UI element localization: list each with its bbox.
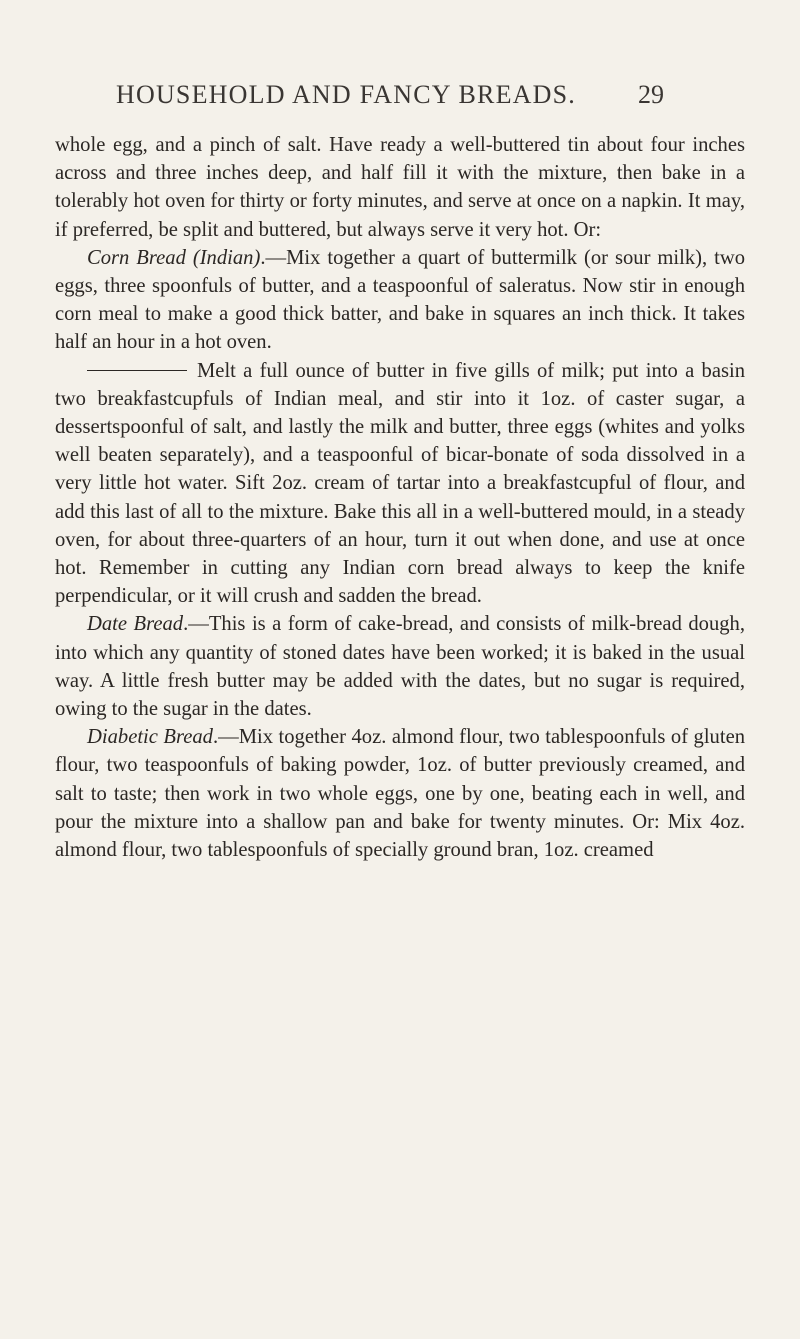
paragraph-date-bread bbox=[55, 610, 745, 723]
entry-text-date-bread: .—This is a form of cake-bread, and consists of milk-bread dough, into which any quantity of stoned dates have been worked; it is baked in the usual way. A little fresh butter may be added with the dates, but no sugar is required, owing to the sugar in the dates. bbox=[55, 613, 745, 721]
entry-title-date-bread: Date Bread bbox=[87, 613, 184, 636]
ditto-dash bbox=[87, 370, 187, 371]
entry-text-corn-bread-variant: Melt a full ounce of butter in five gills of milk; put into a basin two breakfastcupfuls of Indian meal, and stir into it 1oz. of caster sugar, a dessertspoonful of salt, and lastly the milk and butter, three eggs (whites and yolks well beaten separately), and a teaspoonful of bicar-bonate of soda dissolved in a very little hot water. Sift 2oz. cream of tartar into a breakfastcupful of flour, and add this last of all to the mixture. Bake this all in a well-buttered mould, in a steady oven, for about three-quarters of an hour, turn it out when done, and use at once hot. Remember in cutting any Indian corn bread always to keep the knife perpendicular, or it will crush and sadden the bread. bbox=[55, 359, 745, 608]
entry-title-diabetic-bread: Diabetic Bread bbox=[87, 726, 213, 749]
paragraph-corn-bread-variant bbox=[55, 357, 745, 611]
paragraph-continuation: whole egg, and a pinch of salt. Have ready a well-buttered tin about four inches across and three inches deep, and half fill it with the mixture, then bake in a tolerably hot oven for thirty or forty minutes, and serve at once on a napkin. It may, if preferred, be split and buttered, but always serve it very hot. Or: bbox=[55, 134, 745, 241]
body-text bbox=[55, 131, 745, 864]
running-head: HOUSEHOLD AND FANCY BREADS. bbox=[116, 80, 576, 109]
page-number: 29 bbox=[638, 80, 664, 109]
entry-title-corn-bread: Corn Bread bbox=[87, 246, 186, 269]
page-header bbox=[116, 80, 664, 120]
entry-text-corn-bread: .—Mix together a quart of buttermilk (or sour milk), two eggs, three spoonfuls of butter, and a teaspoonful of saleratus. Now stir in enough corn meal to make a good thick batter, and bake in squares an inch thick. It takes half an hour in a hot oven. bbox=[55, 246, 746, 354]
paragraph-diabetic-bread bbox=[55, 723, 745, 864]
paragraph-corn-bread bbox=[55, 244, 745, 357]
entry-text-diabetic-bread: .—Mix together 4oz. almond flour, two tablespoonfuls of gluten flour, two teaspoonfuls of baking powder, 1oz. of butter previously creamed, and salt to taste; then work in two whole eggs, one by one, beating each in well, and pour the mixture into a shallow pan and bake for twenty minutes. Or: Mix 4oz. almond flour, two tablespoonfuls of specially ground bran, 1oz. creamed bbox=[55, 726, 746, 862]
entry-subtitle-indian: (Indian) bbox=[192, 246, 261, 269]
